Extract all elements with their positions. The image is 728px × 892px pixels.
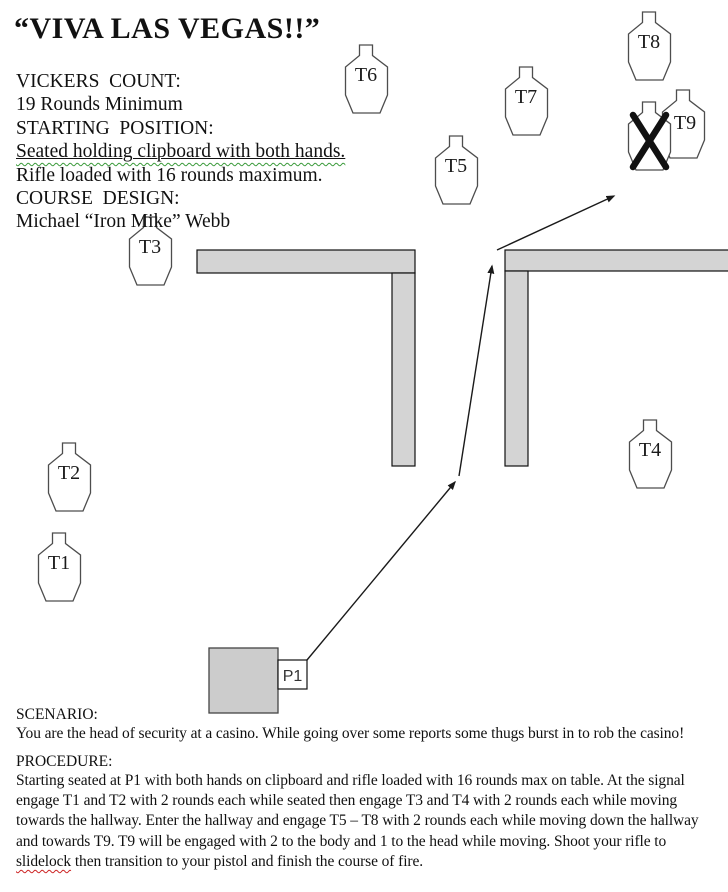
- scenario-body: You are the head of security at a casino. While going over some reports some thugs burst in to rob the casino!: [16, 725, 685, 742]
- procedure-line: towards the hallway. Enter the hallway and engage T5 – T8 with 2 rounds each while moving down the hallway: [16, 812, 699, 830]
- movement-arrow-1: [307, 482, 455, 660]
- procedure-line: engage T1 and T2 with 2 rounds each while seated then engage T3 and T4 with 2 rounds each while moving: [16, 792, 678, 810]
- target-t2: [49, 443, 91, 511]
- underlined-text: Seated holding clipboard with both hands.: [16, 141, 346, 163]
- movement-arrow-2: [459, 266, 492, 476]
- target-t1: [39, 533, 81, 601]
- target-t5: [436, 136, 478, 204]
- target-label: T9: [673, 112, 697, 134]
- procedure-line: [16, 852, 722, 872]
- procedure-line: and towards T9. T9 will be engaged with 2 to the body and 1 to the head while moving. Shoot your rifle to: [16, 832, 667, 850]
- p1-label: P1: [282, 668, 303, 685]
- table-rect: [209, 648, 278, 713]
- procedure-line: Starting seated at P1 with both hands on clipboard and rifle loaded with 16 rounds max on table. At the signal: [16, 772, 685, 789]
- target-label: T7: [514, 86, 538, 108]
- wall-left-vertical: [392, 273, 415, 466]
- target-label: T4: [638, 439, 662, 461]
- wall-left-horizontal: [197, 250, 415, 273]
- target-label: T5: [444, 155, 468, 177]
- target-t7: [506, 67, 548, 135]
- target-label: T2: [57, 462, 81, 484]
- course-info: [16, 70, 345, 234]
- info-line-starting-position: STARTING POSITION:: [16, 117, 214, 139]
- info-line-vickers-count: VICKERS COUNT:: [16, 71, 181, 92]
- procedure-heading: PROCEDURE:: [16, 753, 113, 770]
- target-label: T6: [354, 64, 378, 86]
- scenario-heading: SCENARIO:: [16, 706, 98, 723]
- info-line-seated: [16, 140, 345, 163]
- target-t8: [629, 12, 671, 80]
- info-line-rifle-loaded: Rifle loaded with 16 rounds maximum.: [16, 164, 323, 186]
- info-line-designer: Michael “Iron Mike” Webb: [16, 211, 231, 233]
- procedure-line-rest: then transition to your pistol and finish the course of fire.: [71, 852, 424, 870]
- target-t6: [346, 45, 388, 113]
- movement-arrow-3: [497, 196, 614, 250]
- info-line-course-design: COURSE DESIGN:: [16, 188, 180, 210]
- misspelled-word: slidelock: [16, 852, 72, 870]
- start-position-p1: [209, 648, 307, 713]
- wall-right-vertical: [505, 271, 528, 466]
- target-t4: [630, 420, 672, 488]
- target-label: T8: [637, 31, 661, 53]
- info-line-rounds-minimum: 19 Rounds Minimum: [16, 94, 183, 116]
- procedure-section: [16, 753, 722, 872]
- target-label: T3: [138, 236, 162, 258]
- scenario-section: [16, 706, 722, 744]
- target-label: T1: [47, 552, 71, 574]
- wall-right-horizontal: [505, 250, 728, 271]
- page-title: “VIVA LAS VEGAS!!”: [14, 12, 321, 45]
